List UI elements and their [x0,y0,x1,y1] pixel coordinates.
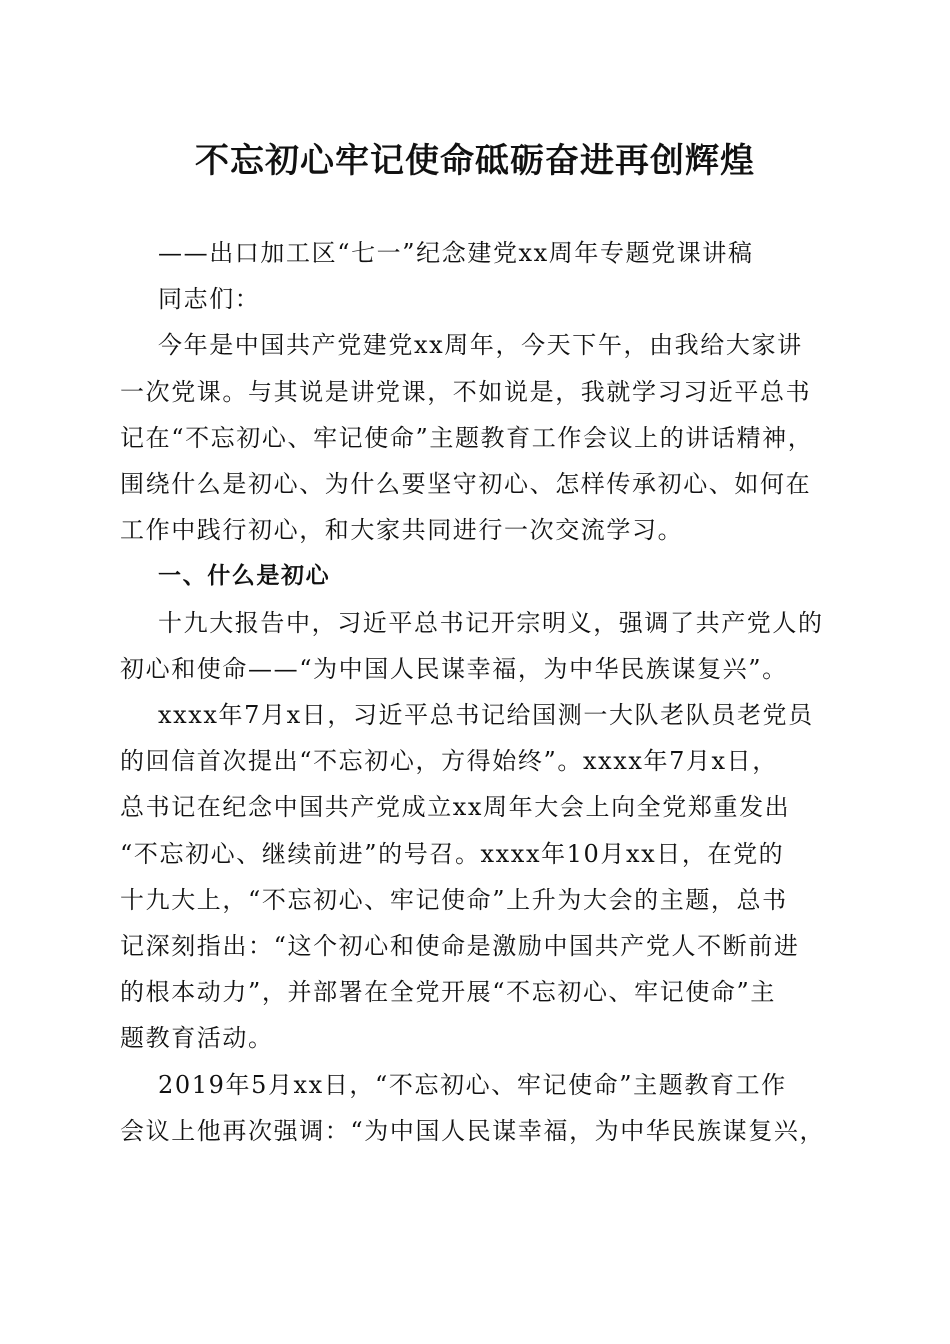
paragraph-line: “不忘初心、继续前进”的号召。xxxx年10月xx日，在党的 [120,839,785,868]
paragraph-line: 工作中践行初心，和大家共同进行一次交流学习。 [120,516,684,545]
salutation: 同志们： [158,285,261,314]
paragraph-line: 会议上他再次强调：“为中国人民谋幸福，为中华民族谋复兴， [120,1116,826,1145]
document-title: 不忘初心牢记使命砥砺奋进再创辉煌 [195,141,755,181]
subtitle: ——出口加工区“七一”纪念建党xx周年专题党课讲稿 [158,239,754,267]
paragraph-2019 [120,1062,832,1154]
paragraph-line: 初心和使命——“为中国人民谋幸福，为中华民族谋复兴”。 [120,654,788,683]
paragraph-line: 十九大上，“不忘初心、牢记使命”上升为大会的主题，总书 [120,885,788,914]
paragraph-line: 一次党课。与其说是讲党课，不如说是，我就学习习近平总书 [120,377,812,406]
paragraph-history [120,692,832,1062]
paragraph-line: 记深刻指出：“这个初心和使命是激励中国共产党人不断前进 [120,932,800,961]
paragraph-line: 记在“不忘初心、牢记使命”主题教育工作会议上的讲话精神， [120,423,814,452]
paragraph-line: 的根本动力”，并部署在全党开展“不忘初心、牢记使命”主 [120,978,777,1007]
paragraph-line: 2019年5月xx日，“不忘初心、牢记使命”主题教育工作 [158,1070,787,1099]
paragraph-line: 十九大报告中，习近平总书记开宗明义，强调了共产党人的 [158,608,824,637]
paragraph-line: xxxx年7月x日，习近平总书记给国测一大队老队员老党员 [158,701,814,730]
document-body [120,230,832,1154]
section-heading: 一、什么是初心 [158,563,331,590]
paragraph-line: 题教育活动。 [120,1024,274,1053]
paragraph-line: 总书记在纪念中国共产党成立xx周年大会上向全党郑重发出 [120,793,791,822]
paragraph-report [120,600,832,692]
paragraph-intro [120,322,832,553]
paragraph-line: 今年是中国共产党建党xx周年，今天下午，由我给大家讲 [158,331,803,360]
paragraph-line: 的回信首次提出“不忘初心，方得始终”。xxxx年7月x日， [120,747,778,776]
paragraph-line: 围绕什么是初心、为什么要坚守初心、怎样传承初心、如何在 [120,470,812,499]
